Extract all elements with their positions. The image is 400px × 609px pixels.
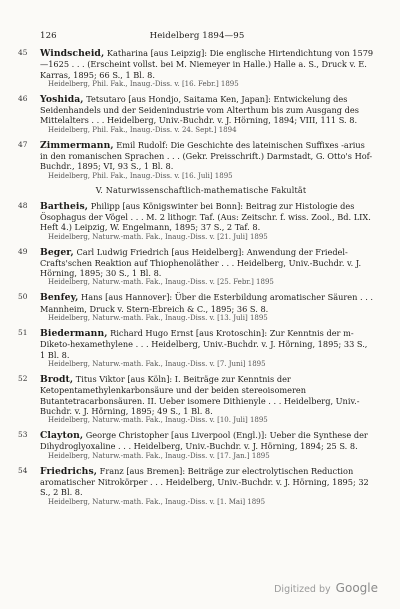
entry-author: Biedermann, <box>40 328 108 340</box>
entry-author: Yoshida, <box>40 93 84 105</box>
section-heading: V. Naturwissenschaftlich-mathematische Fakultät <box>95 185 307 195</box>
list-item <box>18 430 374 461</box>
entry-body <box>40 48 374 89</box>
digitized-by-text: Digitized by <box>274 584 331 595</box>
entry-number: 52 <box>18 373 28 383</box>
entry-body <box>40 140 374 181</box>
entry-body <box>40 94 374 135</box>
entry-text: Philipp [aus Königswinter bei Bonn]: Beitrag zur Histologie des Ösophagus der Vögel . . . M. 2 lithogr. Taf. (Aus: Zeitschr. f. wiss. Zool., Bd. LIX. Heft 4.) Leipzig, W. Engelmann, 1895; 37 S., 2 Taf. 8. <box>40 200 371 233</box>
entry-detail: Heidelberg, Naturw.-math. Fak., Inaug.-Diss. v. [25. Febr.] 1895 <box>48 278 274 287</box>
entry-text: Carl Ludwig Friedrich [aus Heidelberg]: Anwendung der Friedel-Crafts'schen Reaktion auf Thiophenoläther . . . Heidelberg, Univ.-Buchdr. v. J. Hörning, 1895; 30 S., 1 Bl. 8. <box>40 246 362 279</box>
entries-list <box>18 48 374 512</box>
list-item <box>18 247 374 288</box>
list-item <box>18 328 374 369</box>
list-item <box>18 292 374 323</box>
entry-author: Brodt, <box>40 373 74 385</box>
list-item <box>18 466 374 507</box>
entry-detail: Heidelberg, Naturw.-math. Fak., Inaug.-Diss. v. [13. Juli] 1895 <box>48 314 268 323</box>
entry-detail: Heidelberg, Naturw.-math. Fak., Inaug.-Diss. v. [7. Juni] 1895 <box>48 359 266 368</box>
entry-body <box>40 374 374 425</box>
entry-author: Benfey, <box>40 292 79 304</box>
entry-text: Richard Hugo Ernst [aus Krotoschin]: Zur Kenntnis der m-Diketo-hexamethylene . . . Heidelberg, Univ.-Buchdr. v. J. Hörning, 1895; 33 S., 1 Bl. 8. <box>40 328 368 360</box>
entry-number: 54 <box>18 465 28 475</box>
entry-text: Titus Viktor [aus Köln]: I. Beiträge zur Kenntnis der Ketopentamethylenkarbonsäure und der beiden stereoisomeren Butantetracarbonsäuren. II. Ueber isomere Dithienyle . . . Heidelberg, Univ.-Buchdr. v. J. Hörning, 1895; 49 S., 1 Bl. 8. <box>40 373 360 416</box>
digitization-watermark <box>274 581 378 595</box>
entry-body <box>40 201 374 242</box>
entry-number: 46 <box>18 93 28 103</box>
entry-detail: Heidelberg, Naturw.-math. Fak., Inaug.-Diss. v. [10. Juli] 1895 <box>48 416 268 425</box>
entry-number: 51 <box>18 328 28 338</box>
entry-text: George Christopher [aus Liverpool (Engl.)]: Ueber die Synthese der Dihydroglyoxaline . . . Heidelberg, Univ.-Buchdr. v. J. Hörning, 1894; 25 S. 8. <box>40 430 368 452</box>
entry-author: Beger, <box>40 246 74 258</box>
entry-detail: Heidelberg, Naturw.-math. Fak., Inaug.-Diss. v. [1. Mai] 1895 <box>48 497 266 506</box>
entry-author: Windscheid, <box>40 48 105 59</box>
entry-text: Katharina [aus Leipzig]: Die englische Hirtendichtung von 1579—1625 . . . (Erscheint vollst. bei M. Niemeyer in Halle.) Halle a. S., Druck v. E. Karras, 1895; 66 S., 1 Bl. 8. <box>40 48 374 80</box>
entry-number: 47 <box>18 139 28 149</box>
entry-number: 45 <box>18 48 28 57</box>
entry-text: Emil Rudolf: Die Geschichte des lateinischen Suffixes -arius in den romanischen Sprachen . . . (Gekr. Preisschrift.) Darmstadt, G. Otto's Hof-Buchdr., 1895; VI, 93 S., 1 Bl. 8. <box>40 139 373 172</box>
page-number: 126 <box>40 31 57 41</box>
entry-body <box>40 328 374 369</box>
entry-body <box>40 466 374 507</box>
entry-detail: Heidelberg, Phil. Fak., Inaug.-Diss. v. 24. Sept.] 1894 <box>48 125 237 134</box>
list-item <box>18 374 374 425</box>
list-item <box>18 48 374 89</box>
google-logo: Google <box>335 581 378 595</box>
list-item <box>18 140 374 181</box>
entry-text: Hans [aus Hannover]: Über die Esterbildung aromatischer Säuren . . . Mannheim, Druck v. Stern-Ebreich & C., 1895; 36 S. 8. <box>40 292 374 314</box>
entry-body <box>40 247 374 288</box>
entry-text: Franz [aus Bremen]: Beiträge zur electrolytischen Reduction aromatischer Nitrokörper . . . Heidelberg, Univ.-Buchdr. v. J. Hörning, 1895; 32 S., 2 Bl. 8. <box>40 465 369 498</box>
entry-detail: Heidelberg, Phil. Fak., Inaug.-Diss. v. [16. Febr.] 1895 <box>48 79 239 88</box>
entry-detail: Heidelberg, Naturw.-math. Fak., Inaug.-Diss. v. [21. Juli] 1895 <box>48 232 268 241</box>
entry-author: Bartheis, <box>40 200 89 212</box>
entry-text: Tetsutaro [aus Hondjo, Saitama Ken, Japan]: Entwickelung des Seidenhandels und der Seidenindustrie vom Alterthum bis zum Ausgang des Mittelalters . . . Heidelberg, Univ.-Buchdr. v. J. Hörning, 1894; VIII, 111 S. 8. <box>40 93 359 126</box>
entry-number: 49 <box>18 246 28 256</box>
entry-author: Friedrichs, <box>40 465 98 477</box>
list-item <box>18 94 374 135</box>
entry-author: Zimmermann, <box>40 139 114 151</box>
entry-number: 53 <box>18 430 28 440</box>
entry-number: 48 <box>18 200 28 210</box>
page-header <box>18 31 376 43</box>
entry-detail: Heidelberg, Naturw.-math. Fak., Inaug.-Diss. v. [17. Jan.] 1895 <box>48 451 270 460</box>
running-title: Heidelberg 1894—95 <box>149 31 245 41</box>
list-item <box>18 201 374 242</box>
entry-body <box>40 292 374 323</box>
entry-author: Clayton, <box>40 430 84 442</box>
entry-number: 50 <box>18 292 28 302</box>
entry-body <box>40 430 374 461</box>
entry-detail: Heidelberg, Phil. Fak., Inaug.-Diss. v. [16. Juli] 1895 <box>48 171 233 180</box>
